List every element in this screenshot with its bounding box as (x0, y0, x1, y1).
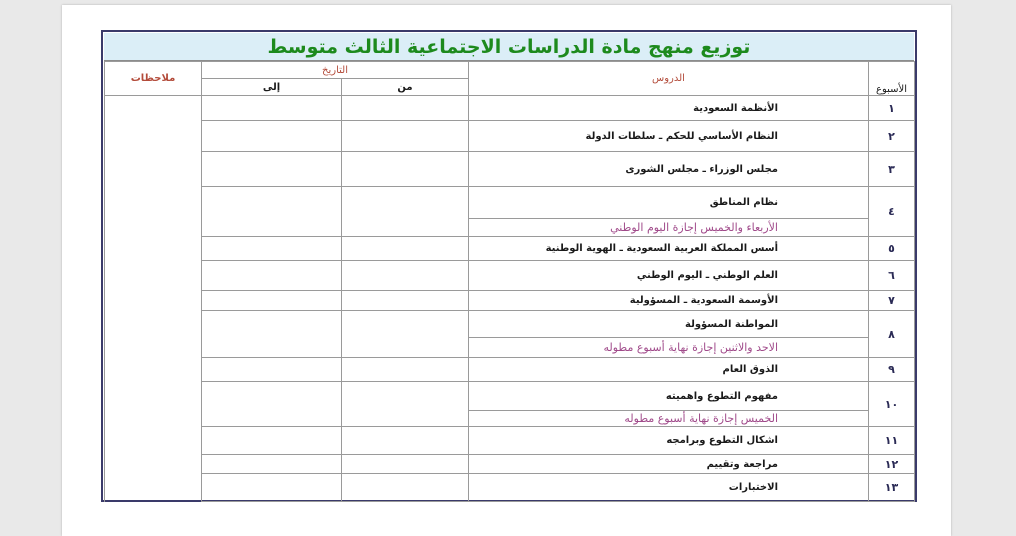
date-from (342, 291, 469, 311)
week-number: ١١ (869, 427, 915, 455)
date-to (202, 152, 342, 187)
date-to (202, 455, 342, 474)
week-number: ١٣ (869, 474, 915, 502)
table-row (105, 261, 915, 291)
notes-cell (105, 474, 202, 502)
lesson-title: مجلس الوزراء ـ مجلس الشورى (469, 152, 869, 187)
notes-cell (105, 152, 202, 187)
date-from (342, 427, 469, 455)
week-number: ١ (869, 96, 915, 121)
week-number: ١٢ (869, 455, 915, 474)
lesson-title: المواطنة المسؤولة (469, 311, 869, 338)
week-number: ٤ (869, 187, 915, 237)
date-to (202, 358, 342, 382)
lesson-title: العلم الوطني ـ اليوم الوطني (469, 261, 869, 291)
lesson-title: النظام الأساسي للحكم ـ سلطات الدولة (469, 121, 869, 152)
lesson-title: الأنظمة السعودية (469, 96, 869, 121)
week-number: ٥ (869, 237, 915, 261)
week-number: ٣ (869, 152, 915, 187)
header-to: إلى (202, 79, 342, 96)
table-row (105, 187, 915, 219)
table-row (105, 474, 915, 502)
lesson-title: الذوق العام (469, 358, 869, 382)
date-to (202, 121, 342, 152)
lesson-title: مفهوم التطوع واهميته (469, 382, 869, 411)
page-title: توزيع منهج مادة الدراسات الاجتماعية الثالث متوسط (104, 33, 914, 61)
date-to (202, 382, 342, 427)
lesson-title: اشكال التطوع وبرامجه (469, 427, 869, 455)
table-row (105, 455, 915, 474)
date-to (202, 311, 342, 358)
lesson-title: الاختبارات (469, 474, 869, 502)
notes-cell (105, 121, 202, 152)
notes-cell (105, 455, 202, 474)
date-from (342, 455, 469, 474)
lesson-title: نظام المناطق (469, 187, 869, 219)
table-row (105, 121, 915, 152)
notes-cell (105, 427, 202, 455)
date-from (342, 382, 469, 427)
week-number: ٨ (869, 311, 915, 358)
lesson-title: أسس المملكة العربية السعودية ـ الهوية الوطنية (469, 237, 869, 261)
header-week: الأسبوع (869, 62, 915, 96)
date-to (202, 474, 342, 502)
table-row (105, 382, 915, 411)
date-from (342, 152, 469, 187)
date-to (202, 237, 342, 261)
week-number: ٦ (869, 261, 915, 291)
table-row (105, 237, 915, 261)
notes-cell (105, 96, 202, 121)
notes-cell (105, 382, 202, 427)
lesson-title: مراجعة وتقييم (469, 455, 869, 474)
date-from (342, 96, 469, 121)
notes-cell (105, 291, 202, 311)
week-number: ٩ (869, 358, 915, 382)
notes-cell (105, 311, 202, 358)
date-to (202, 187, 342, 237)
week-note: الأربعاء والخميس إجازة اليوم الوطني (469, 219, 869, 237)
table-row (105, 427, 915, 455)
week-number: ٢ (869, 121, 915, 152)
lesson-title: الأوسمة السعودية ـ المسؤولية (469, 291, 869, 311)
notes-cell (105, 261, 202, 291)
date-to (202, 261, 342, 291)
notes-cell (105, 187, 202, 237)
week-note: الاحد والاثنين إجازة نهاية أسبوع مطوله (469, 338, 869, 358)
header-from: من (342, 79, 469, 96)
notes-cell (105, 237, 202, 261)
header-lessons: الدروس (469, 62, 869, 96)
date-to (202, 96, 342, 121)
table-row (105, 311, 915, 338)
date-from (342, 187, 469, 237)
week-number: ١٠ (869, 382, 915, 427)
date-from (342, 121, 469, 152)
table-row (105, 152, 915, 187)
date-from (342, 358, 469, 382)
header-date: التاريخ (202, 62, 469, 79)
header-notes: ملاحظات (105, 62, 202, 96)
table-row (105, 96, 915, 121)
week-note: الخميس إجازة نهاية أسبوع مطوله (469, 411, 869, 427)
notes-cell (105, 358, 202, 382)
date-to (202, 291, 342, 311)
date-from (342, 474, 469, 502)
week-number: ٧ (869, 291, 915, 311)
curriculum-table (104, 61, 915, 502)
table-row (105, 358, 915, 382)
date-from (342, 261, 469, 291)
date-from (342, 311, 469, 358)
date-from (342, 237, 469, 261)
date-to (202, 427, 342, 455)
table-row (105, 291, 915, 311)
